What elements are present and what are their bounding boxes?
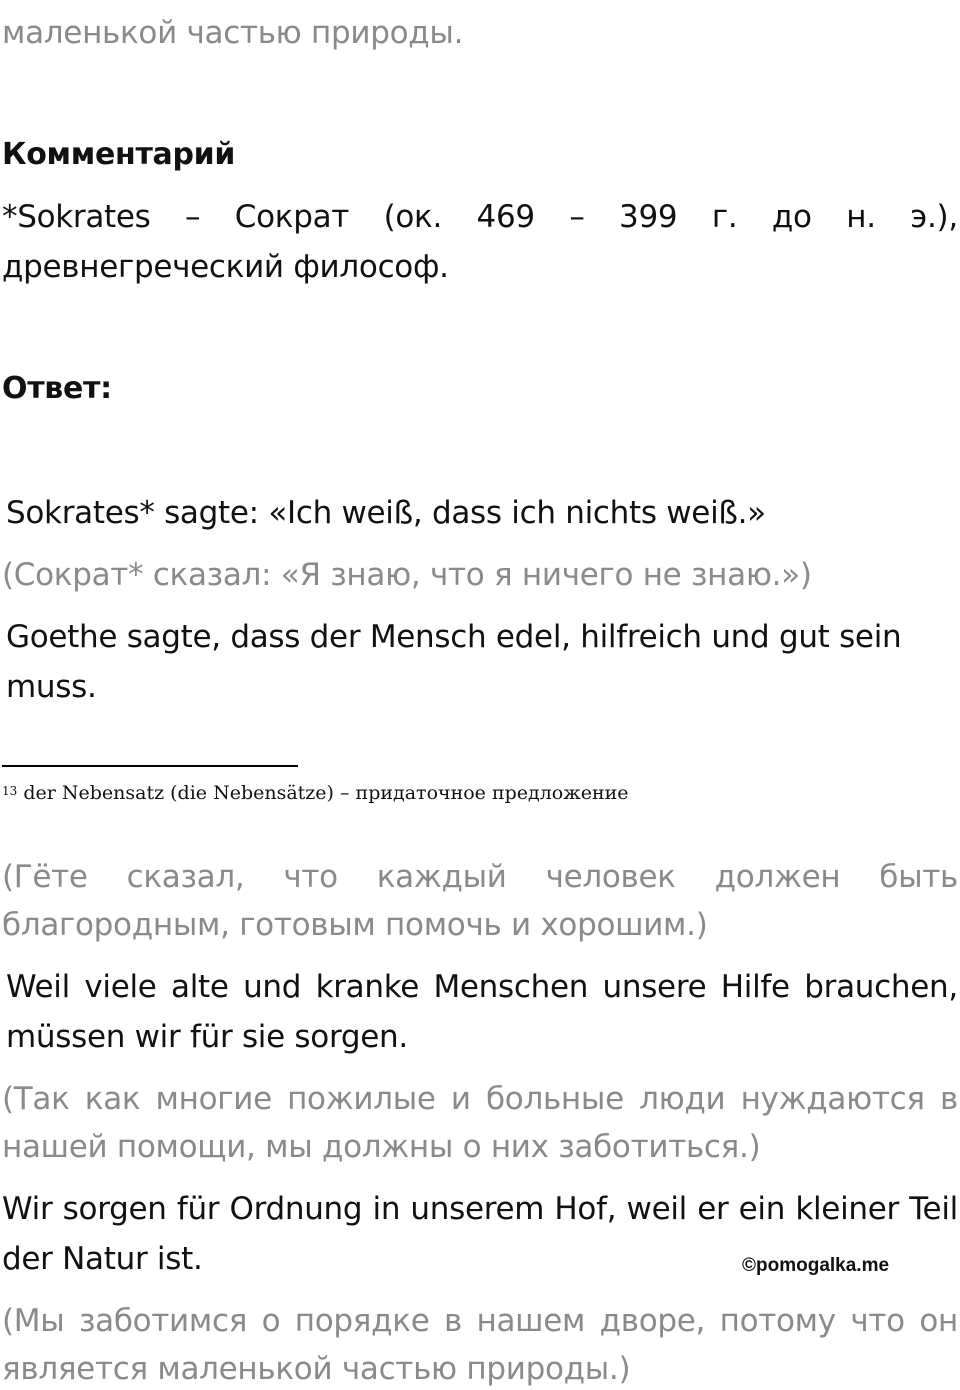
word: Weil (6, 969, 70, 1005)
word: in (372, 1191, 401, 1227)
word: Hilfe (720, 969, 790, 1005)
sentence-2-german-line-1: Goethe sagte, dass der Mensch edel, hilfreich und gut sein (6, 619, 902, 655)
word: люди (639, 1081, 726, 1117)
comment-heading: Комментарий (2, 137, 236, 172)
watermark: ©pomogalka.me (742, 1255, 890, 1276)
word: потому (719, 1303, 836, 1339)
word: дворе, (599, 1303, 706, 1339)
word: как (84, 1081, 141, 1117)
word: er (697, 1191, 729, 1227)
word: (ок. (383, 199, 443, 235)
sentence-4-german-line-1 (2, 1190, 958, 1228)
sentence-3-german-line-2: müssen wir für sie sorgen. (6, 1019, 408, 1055)
word: weil (626, 1191, 687, 1227)
word: многие (155, 1081, 272, 1117)
word: э.), (910, 199, 958, 235)
sentence-4-german-line-2: der Natur ist. (2, 1241, 203, 1277)
comment-line-2: древнегреческий философ. (2, 249, 449, 285)
word: что (850, 1303, 905, 1339)
footnote (2, 780, 629, 806)
word: пожилые (287, 1081, 436, 1117)
comment-line-1 (2, 198, 958, 236)
footnote-text: der Nebensatz (die Nebensätze) – придаточное предложение (23, 782, 629, 804)
word: заботимся (78, 1303, 248, 1339)
sentence-2-russian-line-2: благородным, готовым помочь и хорошим.) (2, 907, 708, 943)
word: человек (545, 859, 676, 895)
word: нашем (476, 1303, 586, 1339)
word: Menschen (433, 969, 589, 1005)
word: о (261, 1303, 281, 1339)
word: brauchen, (804, 969, 958, 1005)
word: kranke (315, 969, 420, 1005)
sentence-1-russian: (Сократ* сказал: «Я знаю, что я ничего не знаю.») (2, 557, 812, 593)
word: Сократ (234, 199, 350, 235)
word: сказал, (126, 859, 245, 895)
word: быть (879, 859, 958, 895)
word: – (569, 199, 585, 235)
word: нуждаются (740, 1081, 925, 1117)
word: порядке (294, 1303, 430, 1339)
word: (Мы (2, 1303, 65, 1339)
word: für (176, 1191, 220, 1227)
sentence-3-russian-line-1 (2, 1080, 958, 1118)
word: viele (84, 969, 157, 1005)
word: что (283, 859, 338, 895)
word: Ordnung (229, 1191, 363, 1227)
sentence-4-russian-line-2: является маленькой частью природы.) (2, 1351, 631, 1387)
word: больные (485, 1081, 624, 1117)
word: каждый (376, 859, 507, 895)
word: *Sokrates (2, 199, 151, 235)
answer-heading: Ответ: (2, 371, 112, 406)
word: unsere (602, 969, 707, 1005)
word: 399 (619, 199, 678, 235)
word: Wir (2, 1191, 53, 1227)
sentence-4-russian-line-1 (2, 1302, 958, 1340)
word: (Гёте (2, 859, 88, 895)
word: в (444, 1303, 462, 1339)
word: – (185, 199, 201, 235)
word: до (771, 199, 812, 235)
word: und (243, 969, 302, 1005)
word: н. (846, 199, 876, 235)
sentence-1-german: Sokrates* sagte: «Ich weiß, dass ich nichts weiß.» (6, 495, 766, 531)
word: Teil (909, 1191, 958, 1227)
word: должен (714, 859, 841, 895)
word: Hof, (554, 1191, 617, 1227)
word: (Так (2, 1081, 70, 1117)
word: sorgen (62, 1191, 167, 1227)
footnote-number: 13 (2, 784, 18, 798)
word: г. (711, 199, 738, 235)
word: 469 (476, 199, 535, 235)
word: в (939, 1081, 958, 1117)
word: и (450, 1081, 471, 1117)
sentence-3-russian-line-2: нашей помощи, мы должны о них заботиться.) (2, 1129, 761, 1165)
word: ein (738, 1191, 786, 1227)
word: он (919, 1303, 958, 1339)
sentence-3-german-line-1 (6, 968, 958, 1006)
sentence-2-russian-line-1 (2, 858, 958, 896)
word: alte (171, 969, 229, 1005)
word: kleiner (795, 1191, 899, 1227)
word: unserem (410, 1191, 545, 1227)
sentence-2-german-line-2: muss. (6, 669, 97, 705)
footnote-separator (2, 765, 298, 767)
top-fragment-text: маленькой частью природы. (2, 15, 464, 51)
